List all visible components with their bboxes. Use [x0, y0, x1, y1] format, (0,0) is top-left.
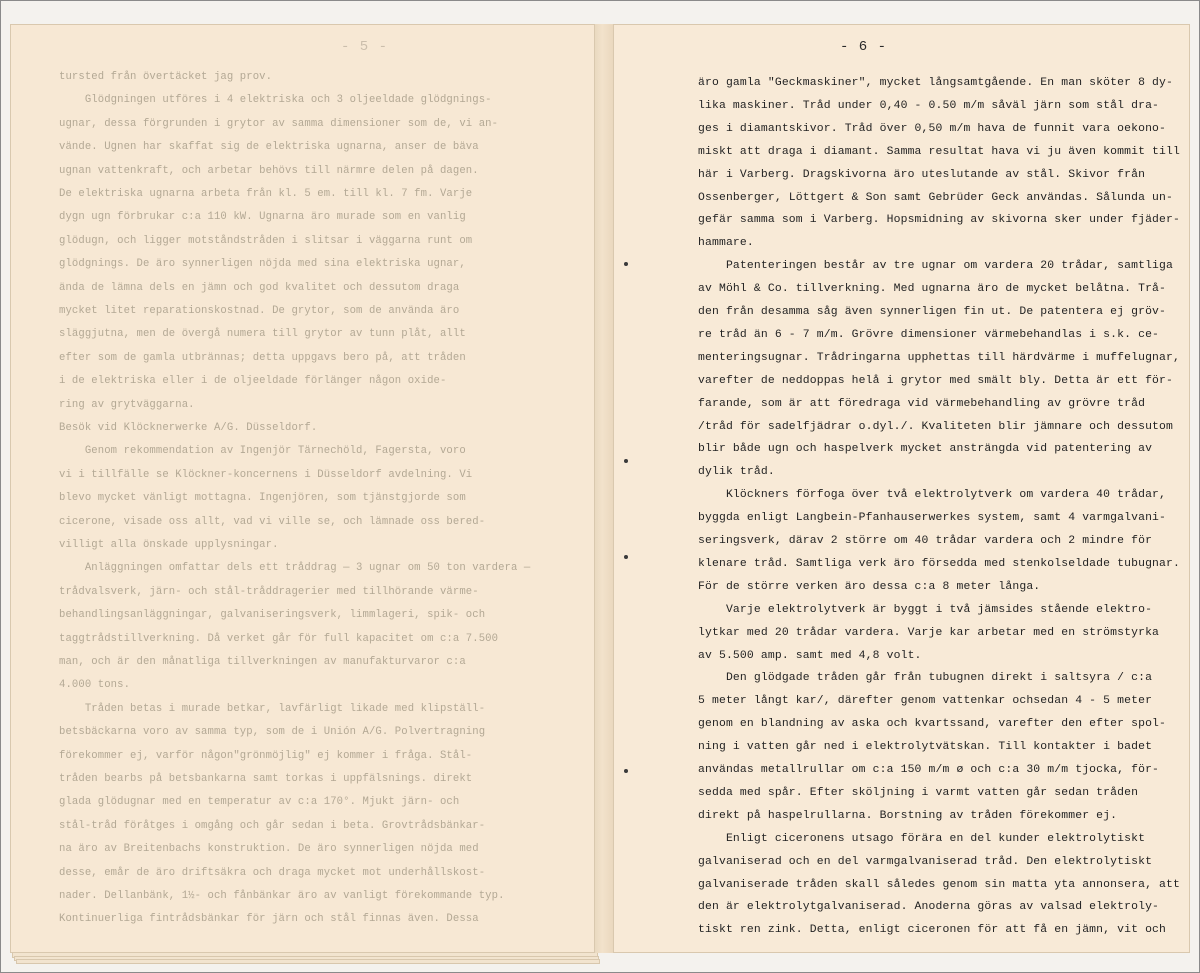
page-body: [614, 25, 1189, 952]
text-line: Enligt ciceronens utsago förära en del kunder elektrolytiskt: [698, 832, 1146, 845]
text-line: Glödgningen utföres i 4 elektriska och 3 oljeeldade glödgnings-: [59, 94, 492, 107]
book-gutter: [595, 24, 613, 953]
punch-hole: [624, 262, 628, 266]
text-line: efter som de gamla utbrännas; detta uppgavs bero på, att tråden: [59, 351, 466, 364]
text-line: Besök vid Klöcknerwerke A/G. Düsseldorf.: [59, 422, 318, 434]
text-line: Tråden betas i murade betkar, lavfärligt likade med klipställ-: [59, 702, 486, 715]
text-line: stål-tråd föråtges i omgång och går sedan i beta. Grovtrådsbänkar-: [59, 819, 486, 832]
text-line: släggjutna, men de övergå numera till grytor av tunn plåt, allt: [59, 328, 466, 341]
punch-hole: [624, 459, 628, 463]
text-line: vi i tillfälle se Klöckner-koncernens i Düsseldorf avdelning. Vi: [59, 468, 473, 481]
text-line: menteringsugnar. Trådringarna upphettas till härdvärme i muffelugnar,: [698, 351, 1180, 364]
text-line: sedda med spår. Efter sköljning i varmt vatten går sedan tråden: [698, 786, 1139, 799]
text-line: ges i diamantskivor. Tråd över 0,50 m/m hava de funnit vara oekono-: [698, 122, 1167, 135]
text-line: blir både ugn och haspelverk mycket ansträngda vid patentering av: [698, 443, 1153, 456]
text-line: dygn ugn förbrukar c:a 110 kW. Ugnarna äro murade som en vanlig: [59, 211, 466, 224]
text-line: nader. Dellanbänk, 1½- och fånbänkar äro av vanligt förekommande typ.: [59, 890, 505, 902]
text-line: galvaniserade tråden skall således genom sin matta yta annonsera, att: [698, 878, 1180, 891]
text-line: den är elektrolytgalvaniserad. Anoderna göras av valsad elektroly-: [698, 901, 1160, 914]
text-line: villigt alla önskade upplysningar.: [59, 539, 279, 551]
text-line: tråden bearbs på betsbankarna samt torkas i uppfälsnings. direkt: [59, 773, 473, 785]
text-line: Den glödgade tråden går från tubugnen direkt i saltsyra / c:a: [698, 672, 1153, 685]
text-line: blevo mycket vänligt mottagna. Ingenjören, som tjänstgjorde som: [59, 492, 466, 505]
text-line: ring av grytväggarna.: [59, 398, 195, 411]
text-line: farande, som är att föredraga vid värmebehandling av grövre tråd: [698, 397, 1146, 410]
text-line: Genom rekommendation av Ingenjör Tärnechöld, Fagersta, voro: [59, 445, 466, 458]
text-line: av Möhl & Co. tillverkning. Med ugnarna äro de mycket belåtna. Trå-: [698, 283, 1167, 296]
right-page: [613, 24, 1190, 953]
sheet-edge: [16, 959, 600, 964]
text-line: Ossenberger, Löttgert & Son samt Gebrüder Geck användas. Sålunda un-: [698, 191, 1174, 204]
text-line: användas metallrullar om c:a 150 m/m ø och c:a 30 m/m tjocka, för-: [698, 764, 1160, 776]
text-line: glödgnings. De äro synnerligen nöjda med sina elektriska ugnar,: [59, 258, 466, 271]
text-line: ugnar, dessa förgrunden i grytor av samma dimensioner som de, vi an-: [59, 117, 499, 130]
text-line: Anläggningen omfattar dels ett tråddrag — 3 ugnar om 50 ton vardera —: [59, 562, 531, 575]
page-number: - 6 -: [840, 39, 888, 55]
text-line: re tråd än 6 - 7 m/m. Grövre dimensioner värmebehandlas i s.k. ce-: [698, 328, 1160, 341]
text-line: betsbäckarna voro av samma typ, som de i Unión A/G. Polvertragning: [59, 726, 486, 739]
text-line: tursted från övertäcket jag prov.: [59, 71, 273, 83]
text-line: Kontinuerliga fintrådsbänkar för järn och stål finnas även. Dessa: [59, 913, 479, 926]
text-line: man, och är den månatliga tillverkningen av manufakturvaror c:a: [59, 656, 466, 668]
text-line: dylik tråd.: [698, 466, 775, 479]
text-line: /tråd för sadelfjädrar o.dyl./. Kvaliteten blir jämnare och dessutom: [698, 420, 1174, 433]
text-line: här i Varberg. Dragskivorna äro uteslutande av stål. Skivor från: [698, 168, 1146, 181]
text-line: glödugn, och ligger motståndstråden i slitsar i väggarna runt om: [59, 234, 473, 247]
text-line: cicerone, visade oss allt, vad vi ville se, och lämnade oss bered-: [59, 515, 486, 528]
text-line: seringsverk, därav 2 större om 40 trådar vardera och 2 mindre för: [698, 535, 1153, 547]
text-line: Patenteringen består av tre ugnar om vardera 20 trådar, samtliga: [698, 260, 1174, 273]
text-line: byggda enligt Langbein-Pfanhauserwerkes system, samt 4 varmgalvani-: [698, 512, 1167, 525]
text-line: De elektriska ugnarna arbeta från kl. 5 em. till kl. 7 fm. Varje: [59, 188, 473, 200]
page-number: - 5 -: [341, 39, 389, 55]
text-line: miskt att draga i diamant. Samma resultat hava vi ju även kommit till: [698, 145, 1180, 158]
text-line: Varje elektrolytverk är byggt i två jämsides stående elektro-: [698, 603, 1153, 616]
text-line: varefter de neddoppas helå i grytor med smält bly. Detta är ett för-: [698, 374, 1174, 387]
text-line: ugnan vattenkraft, och arbetar behövs till närmre delen på dagen.: [59, 164, 479, 177]
text-line: För de större verken äro dessa c:a 8 meter långa.: [698, 580, 1041, 593]
text-line: äro gamla "Geckmaskiner", mycket långsamtgående. En man sköter 8 dy-: [698, 77, 1174, 89]
text-line: den från desamma såg även synnerligen fin ut. De patentera ej gröv-: [698, 306, 1167, 318]
punch-hole: [624, 769, 628, 773]
text-line: i de elektriska eller i de oljeeldade förlänger någon oxide-: [59, 375, 447, 388]
text-line: hammare.: [698, 237, 754, 250]
text-line: förekommer ej, varför någon"grönmöjlig" ej kommer i fråga. Stål-: [59, 749, 473, 762]
text-line: lytkar med 20 trådar vardera. Varje kar arbetar med en strömstyrka: [698, 626, 1160, 639]
text-line: gefär samma som i Varberg. Hopsmidning av skivorna sker under fjäder-: [698, 214, 1180, 227]
left-page: [10, 24, 595, 953]
text-line: klenare tråd. Samtliga verk äro försedda med stenkolseldade tubugnar.: [698, 557, 1180, 570]
page-body: [11, 25, 594, 952]
text-line: trådvalsverk, järn- och stål-tråddragerier med tillhörande värme-: [59, 585, 479, 598]
text-line: 5 meter långt kar/, därefter genom vattenkar ochsedan 4 - 5 meter: [698, 695, 1153, 708]
text-line: av 5.500 amp. samt med 4,8 volt.: [698, 649, 922, 662]
text-line: galvaniserad och en del varmgalvaniserad tråd. Den elektrolytiskt: [698, 855, 1153, 868]
text-line: 4.000 tons.: [59, 679, 131, 692]
text-line: lika maskiner. Tråd under 0,40 - 0.50 m/m såväl järn som stål dra-: [698, 99, 1160, 112]
text-line: direkt på haspelrullarna. Borstning av tråden förekommer ej.: [698, 809, 1118, 822]
text-line: na äro av Breitenbachs konstruktion. De äro synnerligen nöjda med: [59, 843, 479, 856]
text-line: glada glödugnar med en temperatur av c:a 170°. Mjukt järn- och: [59, 796, 460, 809]
text-line: Klöckners förfoga över två elektrolytverk om vardera 40 trådar,: [698, 489, 1167, 502]
text-line: taggtrådstillverkning. Då verket går för full kapacitet om c:a 7.500: [59, 632, 499, 645]
text-line: ning i vatten går ned i elektrolytvätskan. Till kontakter i badet: [698, 741, 1153, 754]
text-line: vände. Ugnen har skaffat sig de elektriska ugnarna, anser de bäva: [59, 141, 479, 154]
text-line: desse, emår de äro driftsäkra och draga mycket mot underhållskost-: [59, 866, 486, 879]
text-line: tiskt ren zink. Detta, enligt ciceronen för att få en jämn, vit och: [698, 924, 1167, 937]
text-line: ända de lämna dels en jämn och god kvalitet och dessutom draga: [59, 281, 460, 294]
text-line: mycket litet reparationskostnad. De grytor, som de använda äro: [59, 305, 460, 317]
text-line: behandlingsanläggningar, galvaniseringsverk, limmlageri, spik- och: [59, 609, 486, 622]
text-line: genom en blandning av aska och kvartssand, varefter den efter spol-: [698, 718, 1167, 731]
punch-hole: [624, 555, 628, 559]
